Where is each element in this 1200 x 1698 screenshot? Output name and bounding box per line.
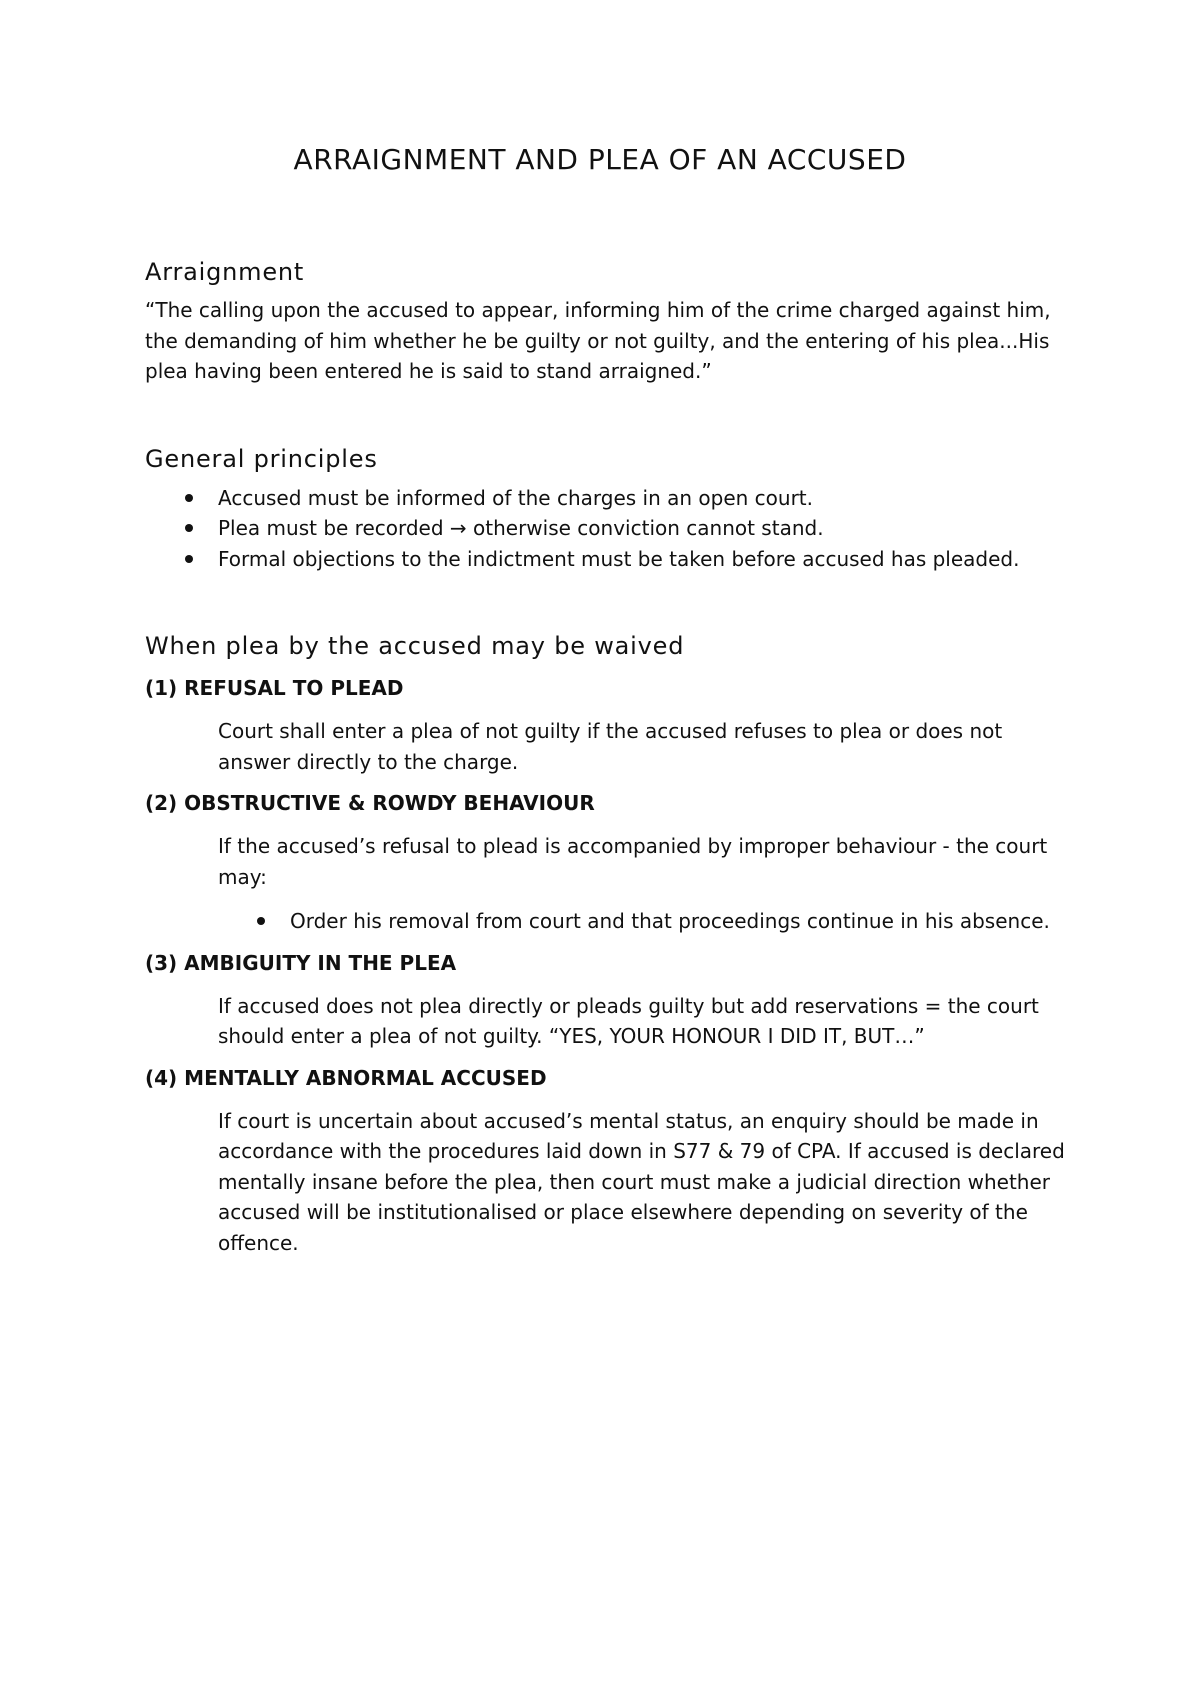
list-item-text: Order his removal from court and that proceedings continue in his absence. bbox=[290, 909, 1050, 933]
heading-arraignment: Arraignment bbox=[145, 258, 305, 286]
section-label-mental: (4) MENTALLY ABNORMAL ACCUSED bbox=[145, 1065, 547, 1090]
list-item-text: Accused must be informed of the charges in an open court. bbox=[218, 485, 813, 510]
section-label-refusal: (1) REFUSAL TO PLEAD bbox=[145, 676, 404, 700]
bullet-icon bbox=[185, 555, 193, 563]
list-item bbox=[145, 513, 1075, 544]
heading-general-principles: General principles bbox=[145, 444, 378, 473]
list-item-text: Formal objections to the indictment must be taken before accused has pleaded. bbox=[218, 546, 1020, 571]
list-item bbox=[145, 483, 1075, 514]
list-item bbox=[145, 906, 1075, 937]
bullet-icon bbox=[185, 494, 193, 502]
list-item bbox=[145, 544, 1075, 575]
document-title: ARRAIGNMENT AND PLEA OF AN ACCUSED bbox=[293, 143, 907, 176]
section-label-obstructive: (2) OBSTRUCTIVE & ROWDY BEHAVIOUR bbox=[145, 791, 595, 815]
general-principles-list bbox=[145, 483, 1075, 575]
section-label-ambiguity: (3) AMBIGUITY IN THE PLEA bbox=[145, 950, 457, 975]
heading-plea-waived: When plea by the accused may be waived bbox=[145, 632, 685, 660]
bullet-icon bbox=[185, 524, 193, 532]
section-text-ambiguity: If accused does not plea directly or pleads guilty but add reservations = the court should enter a plea of not guilty. “YES, YOUR HONOUR I DID IT, BUT…” bbox=[218, 993, 1039, 1048]
arraignment-definition: “The calling upon the accused to appear, informing him of the crime charged against him, the demanding of him whether he be guilty or not guilty, and the entering of his plea...His plea having been entered he is said to stand arraigned.” bbox=[145, 298, 1051, 383]
bullet-icon bbox=[257, 917, 265, 925]
section-text-mental: If court is uncertain about accused’s mental status, an enquiry should be made in accordance with the procedures laid down in S77 & 79 of CPA. If accused is declared mentally insane before the plea, then court must make a judicial direction whether accused will be institutionalised or place elsewhere depending on severity of the offence. bbox=[218, 1108, 1065, 1255]
obstructive-list bbox=[145, 906, 1075, 937]
list-item-text: Plea must be recorded → otherwise conviction cannot stand. bbox=[218, 516, 824, 540]
document-body bbox=[145, 258, 1075, 1258]
section-text-obstructive: If the accused’s refusal to plead is accompanied by improper behaviour - the court may: bbox=[218, 834, 1048, 889]
section-text-refusal: Court shall enter a plea of not guilty if the accused refuses to plea or does not answer directly to the charge. bbox=[218, 719, 1003, 774]
